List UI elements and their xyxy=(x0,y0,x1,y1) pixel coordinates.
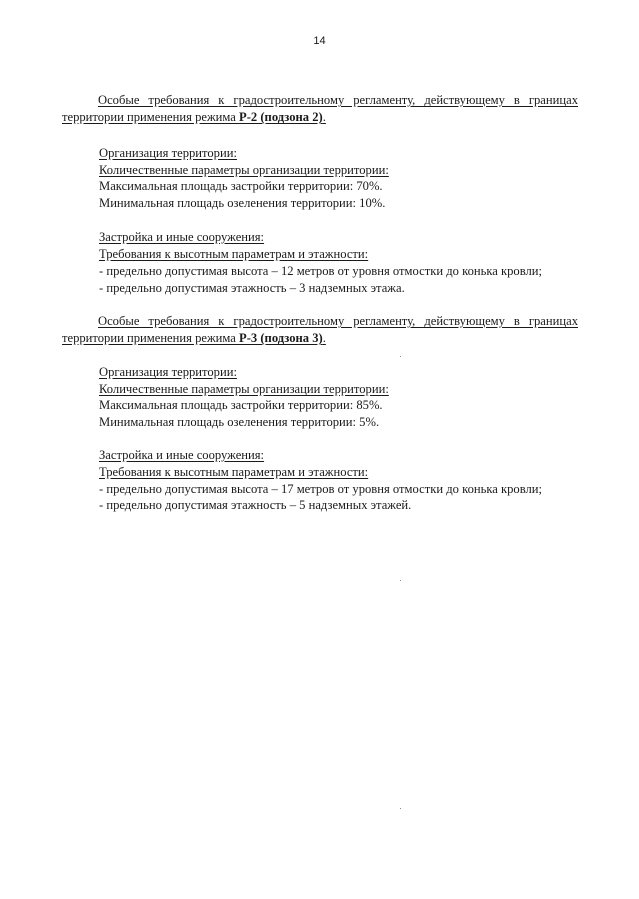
section3-params-title: Количественные параметры организации территории: xyxy=(99,382,389,396)
section2-heading-line1: Особые требования к градостроительному регламенту, действующему в границах xyxy=(98,93,578,107)
section3-buildings-title: Застройка и иные сооружения: xyxy=(99,448,265,462)
section3-max-floors: - предельно допустимая этажность – 5 надземных этажей. xyxy=(99,498,412,512)
section2-buildings-title: Застройка и иные сооружения: xyxy=(99,230,265,244)
section3-min-green: Минимальная площадь озеленения территории: 5%. xyxy=(99,415,380,429)
section3-heading-line2: территории применения режима Р-3 (подзона 3). xyxy=(62,331,326,345)
section2-min-green: Минимальная площадь озеленения территории: 10%. xyxy=(99,196,386,210)
section3-territory-title: Организация территории: xyxy=(99,365,237,379)
section3-height-title: Требования к высотным параметрам и этажности: xyxy=(99,465,369,479)
section2-max-height: - предельно допустимая высота – 12 метров от уровня отмостки до конька кровли; xyxy=(99,264,543,278)
section2-regime-code: Р-2 (подзона 2) xyxy=(239,110,323,124)
section3-max-height: - предельно допустимая высота – 17 метров от уровня отмостки до конька кровли; xyxy=(99,482,543,496)
section3-max-built: Максимальная площадь застройки территории: 85%. xyxy=(99,398,383,412)
section2-max-floors: - предельно допустимая этажность – 3 надземных этажа. xyxy=(99,281,405,295)
section2-heading-line2: территории применения режима Р-2 (подзона 2). xyxy=(62,110,326,124)
section3-regime-code: Р-3 (подзона 3) xyxy=(239,331,323,345)
section2-height-title: Требования к высотным параметрам и этажности: xyxy=(99,247,369,261)
section3-heading xyxy=(62,313,578,330)
page-number: 14 xyxy=(313,35,326,47)
section2-max-built: Максимальная площадь застройки территории: 70%. xyxy=(99,179,383,193)
section2-heading xyxy=(62,92,578,109)
section2-params-title: Количественные параметры организации территории: xyxy=(99,163,389,177)
section2-territory-title: Организация территории: xyxy=(99,146,237,160)
scan-speck xyxy=(400,808,401,809)
section3-heading-line1: Особые требования к градостроительному регламенту, действующему в границах xyxy=(98,314,578,328)
scan-speck xyxy=(400,580,401,581)
scan-speck xyxy=(400,356,401,357)
